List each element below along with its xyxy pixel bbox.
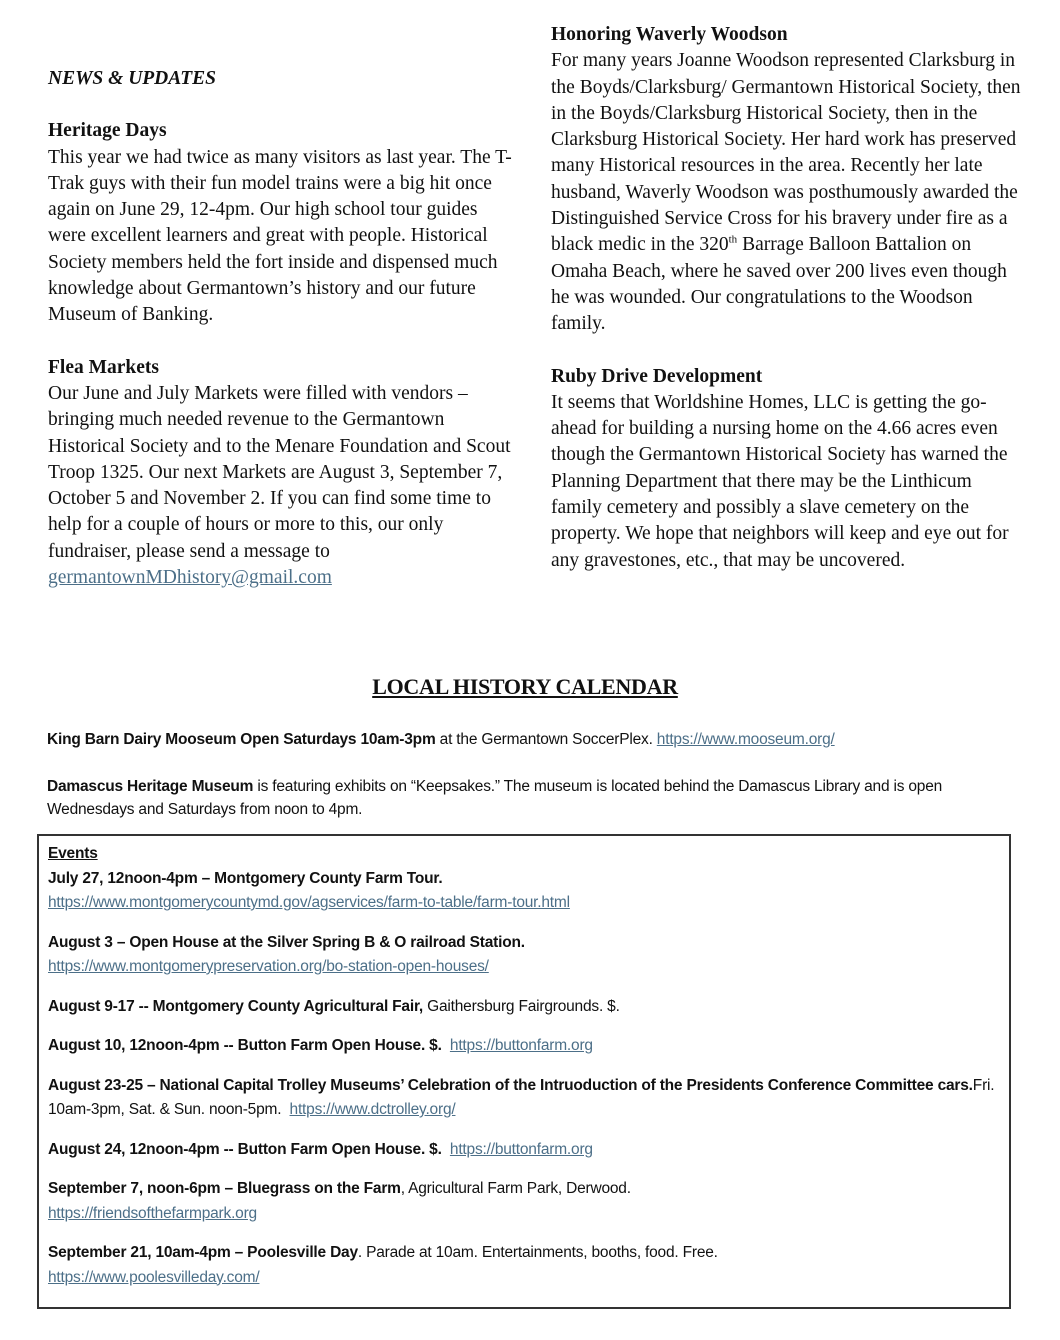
event-link[interactable]: https://www.dctrolley.org/	[289, 1101, 456, 1118]
event-details: Fri. 10am-3pm, Sat. & Sun. noon-5pm.	[48, 1076, 999, 1118]
event-item	[48, 1177, 1001, 1226]
event-title: August 10, 12noon-4pm -- Button Farm Open House. $.	[48, 1037, 442, 1054]
event-details	[442, 1141, 450, 1158]
event-item	[48, 1241, 1001, 1290]
article-body	[48, 381, 518, 591]
news-right-column	[551, 22, 1021, 600]
ordinal-suffix: th	[728, 233, 738, 246]
article-body-text: Our June and July Markets were filled with vendors – bringing much needed revenue to the Germantown Historical Society and to the Menare Foundation and Scout Troop 1325. Our next Markets are August 3, September 7, October 5 and November 2. If you can find some time to help for a couple of hours or more to this, our only fundraiser, please send a message to	[48, 382, 511, 562]
listing-name: Damascus Heritage Museum	[47, 778, 254, 795]
event-item	[48, 931, 1001, 980]
article-heritage-days	[48, 118, 518, 328]
article-title: Flea Markets	[48, 356, 160, 378]
event-item	[48, 1074, 1001, 1123]
event-title: September 7, noon-6pm – Bluegrass on the Farm	[48, 1180, 401, 1197]
event-details	[442, 1037, 450, 1054]
damascus-listing	[47, 775, 1007, 821]
events-box	[37, 834, 1011, 1309]
event-title: July 27, 12noon-4pm – Montgomery County Farm Tour.	[48, 869, 443, 887]
news-section-title: NEWS & UPDATES	[48, 68, 216, 89]
mooseum-listing	[47, 728, 1007, 751]
event-details: . Parade at 10am. Entertainments, booths, food. Free.	[357, 1244, 718, 1261]
event-link[interactable]: https://www.montgomerycountymd.gov/agservices/farm-to-table/farm-tour.html	[48, 894, 570, 911]
event-link[interactable]: https://friendsofthefarmpark.org	[48, 1204, 257, 1222]
event-title: August 23-25 – National Capital Trolley Museums’ Celebration of the Intruoduction of the Presidents Conference Committee cars.	[48, 1076, 973, 1094]
listing-text: at the Germantown SoccerPlex.	[435, 731, 657, 748]
article-flea-markets	[48, 355, 518, 592]
event-link[interactable]: https://buttonfarm.org	[449, 1140, 593, 1158]
event-link[interactable]: https://www.montgomerypreservation.org/bo-station-open-houses/	[48, 958, 489, 975]
event-details: Gaithersburg Fairgrounds. $.	[423, 997, 620, 1015]
mooseum-link[interactable]: https://www.mooseum.org/	[656, 731, 835, 748]
listing-name: King Barn Dairy Mooseum Open Saturdays 10am-3pm	[47, 731, 436, 748]
news-left-column	[48, 66, 518, 617]
article-title: Ruby Drive Development	[551, 365, 763, 387]
article-waverly-woodson	[551, 22, 1021, 338]
event-title: August 9-17 -- Montgomery County Agricultural Fair,	[48, 997, 424, 1015]
article-title: Heritage Days	[48, 120, 167, 142]
events-list	[48, 867, 1001, 1291]
events-heading: Events	[48, 845, 98, 862]
event-title: August 24, 12noon-4pm -- Button Farm Open House. $.	[48, 1140, 442, 1158]
article-title: Honoring Waverly Woodson	[551, 24, 788, 45]
event-title: September 21, 10am-4pm – Poolesville Day	[48, 1244, 358, 1261]
event-item	[48, 1034, 1001, 1059]
event-item	[48, 867, 1001, 916]
article-ruby-drive	[551, 364, 1021, 574]
event-link[interactable]: https://buttonfarm.org	[449, 1037, 593, 1054]
email-link[interactable]: germantownMDhistory@gmail.com	[48, 567, 332, 589]
article-body: It seems that Worldshine Homes, LLC is getting the go-ahead for building a nursing home on the 4.66 acres even though the Germantown Historical Society has warned the Planning Department that there may be the Linthicum family cemetery and possibly a slave cemetery on the property. We hope that neighbors will keep and eye out for any gravestones, etc., that may be uncovered.	[551, 391, 1009, 571]
listing-text: is featuring exhibits on “Keepsakes.” The museum is located behind the Damascus Library and is open Wednesdays and Saturdays from noon to 4pm.	[47, 778, 943, 818]
calendar-title: LOCAL HISTORY CALENDAR	[372, 674, 678, 699]
event-title: August 3 – Open House at the Silver Spring B & O railroad Station.	[48, 933, 525, 951]
event-item	[48, 1138, 1001, 1163]
event-link[interactable]: https://www.poolesvilleday.com/	[48, 1268, 260, 1286]
event-details: , Agricultural Farm Park, Derwood.	[400, 1180, 631, 1197]
article-body-text: Barrage Balloon Battalion on Omaha Beach, where he saved over 200 lives even though he was wounded. Our congratulations to the Woodson family.	[551, 234, 1007, 335]
article-body	[551, 48, 1021, 337]
event-item	[48, 995, 1001, 1020]
article-body-text: For many years Joanne Woodson represented Clarksburg in the Boyds/Clarksburg/ Germantown Historical Society, then in the Boyds/Clarksburg Historical Society, then in the Clarksburg Historical Society. Her hard work has preserved many Historical resources in the area. Recently her late husband, Waverly Woodson was posthumously awarded the Distinguished Service Cross for his bravery under fire as a black medic in the 320	[551, 50, 1021, 256]
article-body: This year we had twice as many visitors as last year. The T-Trak guys with their fun model trains were a big hit once again on June 29, 12-4pm. Our high school tour guides were excellent learners and great with people. Historical Society members held the fort inside and dispensed much knowledge about Germantown’s history and our future Museum of Banking.	[48, 146, 512, 326]
